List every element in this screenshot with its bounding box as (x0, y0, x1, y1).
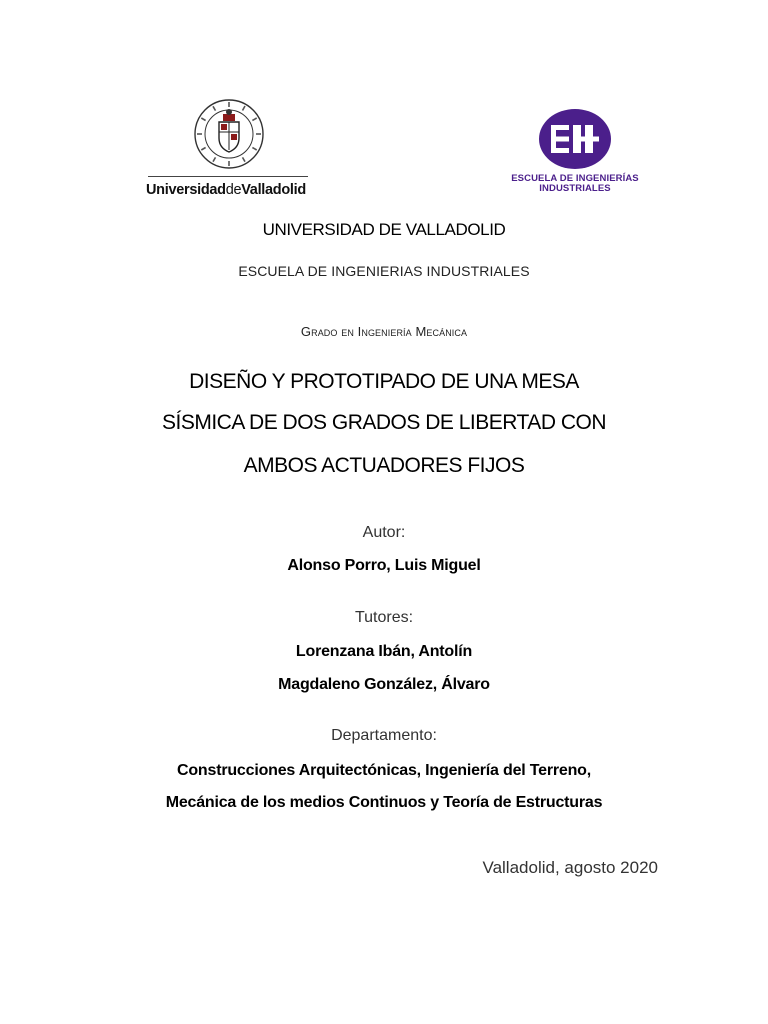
tutor-name: Lorenzana Ibán, Antolín (295, 643, 473, 660)
department-name-line-1: Construcciones Arquitectónicas, Ingeniería del Terreno, (177, 762, 591, 779)
tutors-label: Tutores: (354, 609, 414, 626)
tutor-name: Magdaleno González, Álvaro (278, 676, 490, 693)
thesis-title-line-3: AMBOS ACTUADORES FIJOS (243, 454, 525, 477)
university-logo (140, 98, 318, 204)
degree-name: Grado en Ingeniería Mecánica (300, 324, 468, 339)
thesis-title-line-1: DISEÑO Y PROTOTIPADO DE UNA MESA (189, 370, 579, 393)
logo-divider (148, 176, 308, 177)
thesis-title-line-2: SÍSMICA DE DOS GRADOS DE LIBERTAD CON (162, 411, 606, 434)
department-label: Departamento: (331, 727, 437, 744)
wordmark-universidad: Universidad (146, 182, 226, 198)
school-logo (500, 108, 650, 200)
eii-logo-icon (538, 108, 612, 170)
department-name-line-2: Mecánica de los medios Continuos y Teoría de Estructuras (165, 794, 603, 811)
university-name: UNIVERSIDAD DE VALLADOLID (262, 220, 506, 239)
school-logo-line-2: INDUSTRIALES (539, 183, 611, 194)
school-logo-line-1: ESCUELA DE INGENIERÍAS (511, 173, 639, 184)
author-name: Alonso Porro, Luis Miguel (287, 557, 481, 574)
wordmark-valladolid: Valladolid (241, 182, 306, 198)
wordmark-de: de (225, 182, 242, 198)
school-name: ESCUELA DE INGENIERIAS INDUSTRIALES (238, 263, 530, 279)
school-logo-text (500, 174, 650, 194)
author-label: Autor: (362, 524, 406, 541)
place-and-date: Valladolid, agosto 2020 (482, 858, 658, 877)
university-seal-icon (193, 98, 265, 170)
university-wordmark (146, 182, 306, 198)
